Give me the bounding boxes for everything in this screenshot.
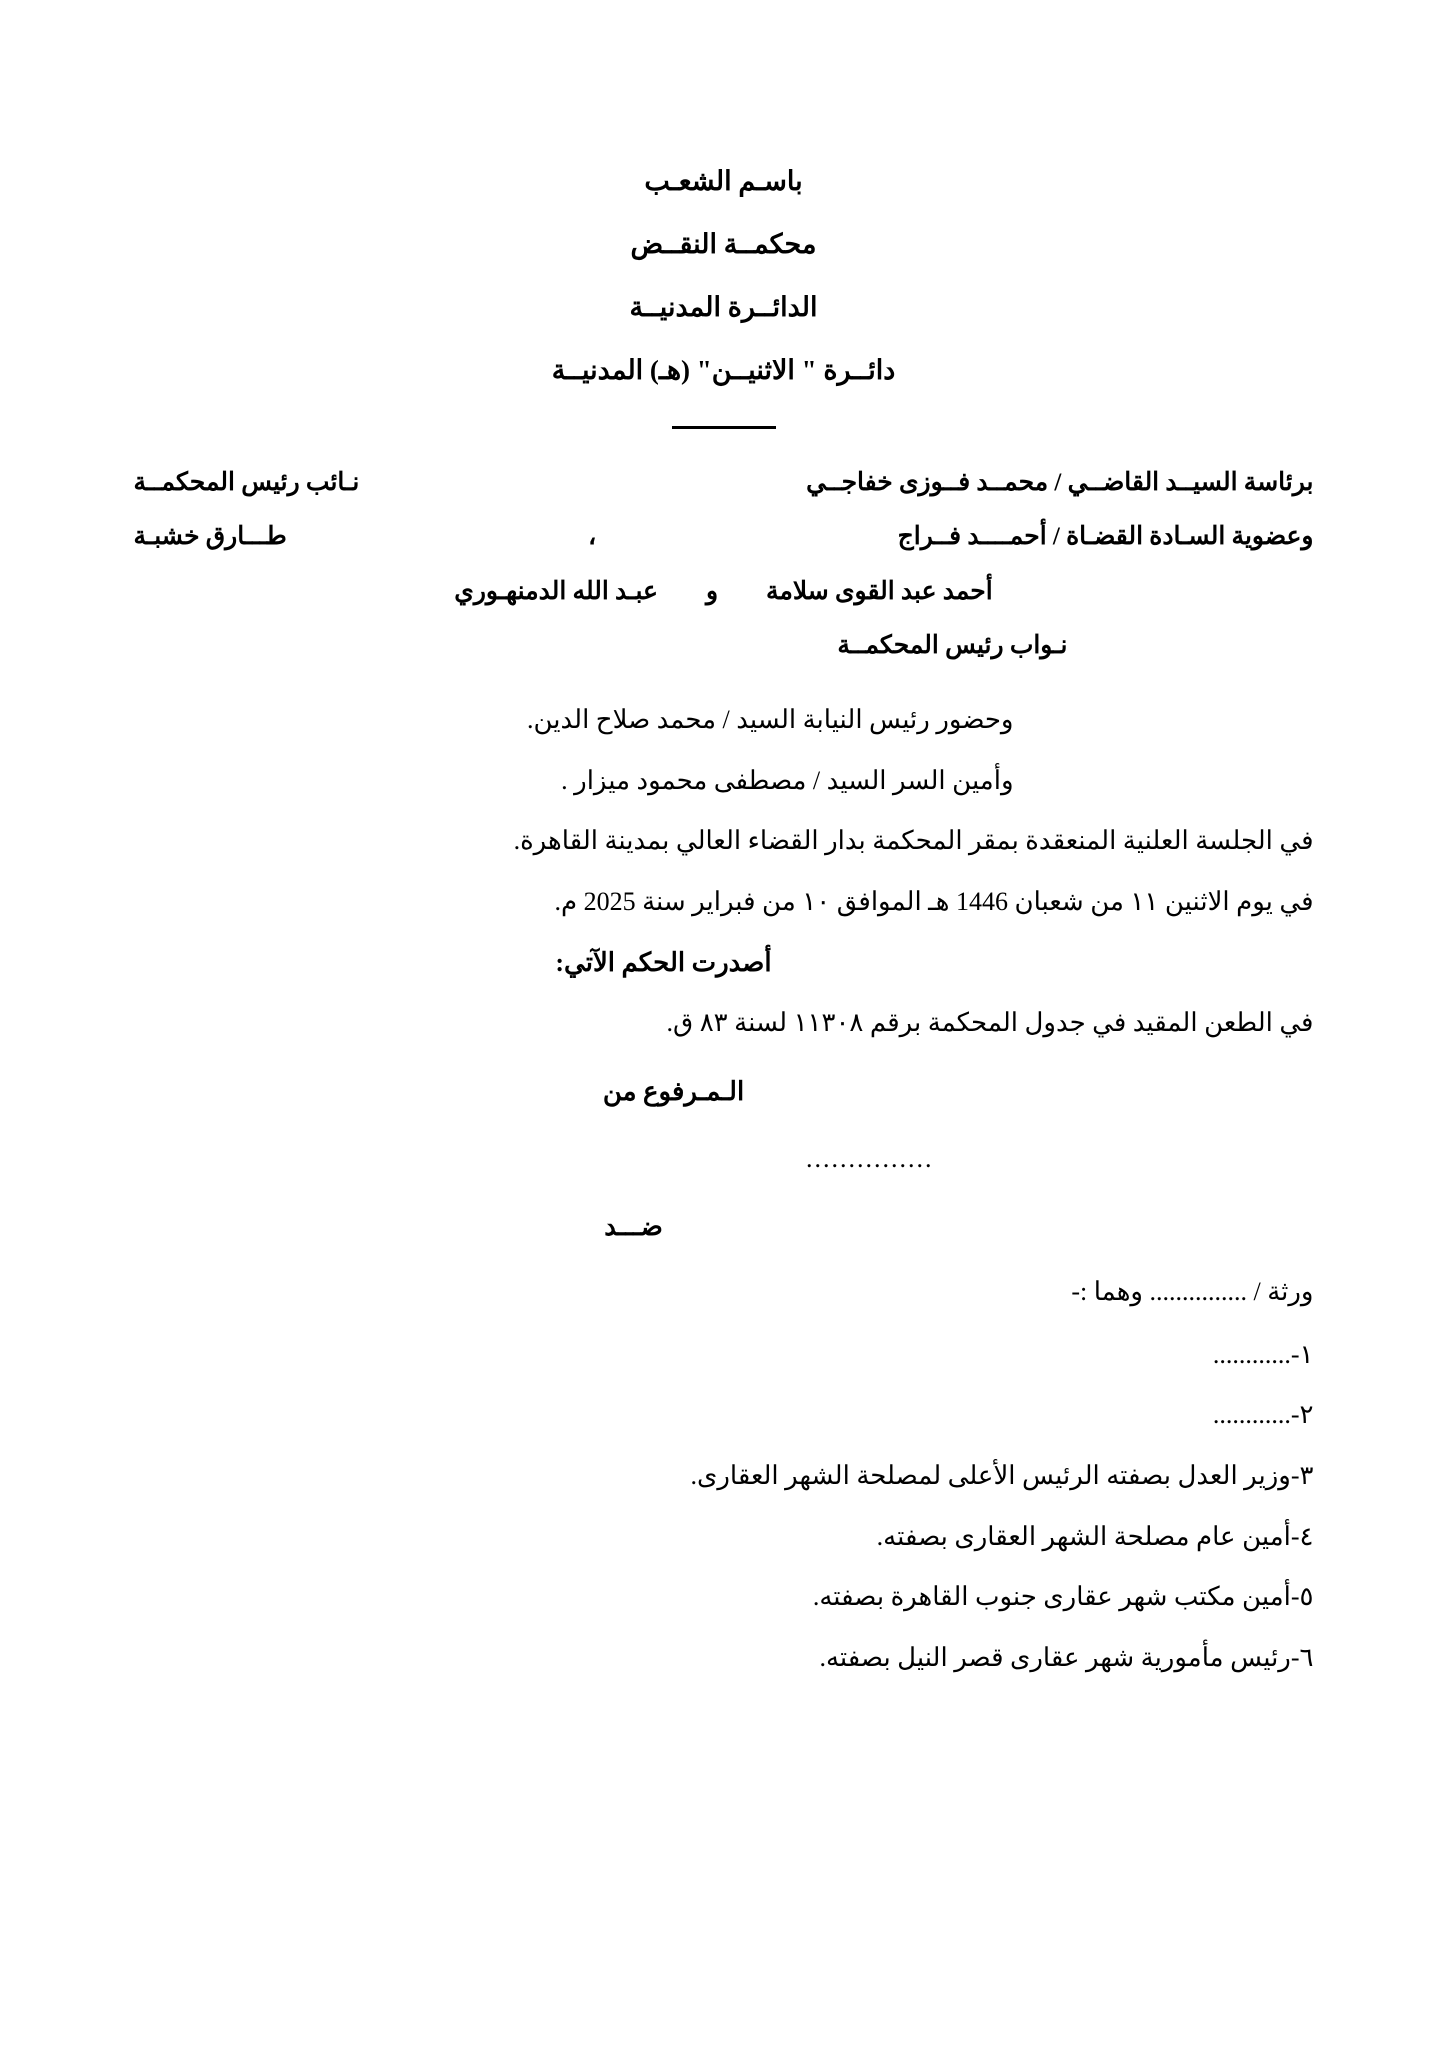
- panel-row-additional-judges: [134, 579, 1314, 605]
- member-judges-lead: وعضوية السـادة القضـاة / أحمــــد فــراج: [897, 523, 1314, 551]
- raised-by-label: الـمـرفوع من: [602, 1077, 745, 1107]
- verdict-heading: أصدرت الحكم الآتي:: [555, 947, 772, 977]
- respondent-1-number: ١-: [1290, 1339, 1314, 1369]
- appellant-placeholder-row: [134, 1144, 1314, 1175]
- respondent-item-1: [134, 1340, 1314, 1371]
- presiding-judge-title: نـائب رئيس المحكمــة: [133, 469, 360, 496]
- judge-ahmed-abdelqawy-salama: أحمد عبد القوى سلامة: [766, 577, 993, 605]
- judges-panel: [134, 470, 1314, 659]
- session-location: في الجلسة العلنية المنعقدة بمقر المحكمة بدار القضاء العالي بمدينة القاهرة.: [513, 826, 1314, 856]
- horizontal-rule-divider: [672, 426, 776, 429]
- respondent-6-number: ٦-: [1290, 1643, 1314, 1673]
- respondent-item-4: [134, 1522, 1314, 1553]
- respondents-intro: ورثة / ............... وهما :-: [1071, 1277, 1314, 1307]
- respondent-4-text: أمين عام مصلحة الشهر العقارى بصفته.: [876, 1521, 1291, 1551]
- header-line-monday-circuit: دائــرة " الاثنيــن" (هـ) المدنيــة: [551, 355, 896, 385]
- respondent-4-number: ٤-: [1290, 1521, 1314, 1551]
- case-reference-number: في الطعن المقيد في جدول المحكمة برقم ١١٣٠٨ لسنة ٨٣ ق.: [666, 1008, 1314, 1038]
- panel-row-deputy-title: [134, 633, 1314, 659]
- document-header: [0, 168, 1447, 384]
- presiding-judge-name: برئاسة السيــد القاضــي / محمــد فــوزى خفاجــي: [806, 469, 1314, 496]
- respondent-item-6: [134, 1643, 1314, 1674]
- respondent-3-text: وزير العدل بصفته الرئيس الأعلى لمصلحة الشهر العقارى.: [690, 1461, 1291, 1491]
- secretary-attendance: وأمين السر السيد / مصطفى محمود ميزار .: [561, 765, 1014, 795]
- respondent-5-text: أمين مكتب شهر عقارى جنوب القاهرة بصفته.: [812, 1582, 1291, 1612]
- panel-row-presiding-judge: [134, 470, 1314, 496]
- respondent-item-5: [134, 1582, 1314, 1613]
- panel-row-member-judges: [134, 524, 1314, 550]
- document-body: [134, 705, 1314, 1674]
- respondent-2-text: ............: [1212, 1400, 1291, 1430]
- respondent-item-2: [134, 1400, 1314, 1431]
- appellant-placeholder: ...............: [806, 1143, 934, 1173]
- member-judges-separator: ،: [588, 523, 597, 551]
- respondent-5-number: ٥-: [1290, 1582, 1314, 1612]
- header-line-in-name-of-people: باسـم الشعـب: [644, 166, 803, 196]
- deputy-court-presidents-label: نـواب رئيس المحكمــة: [837, 631, 1068, 659]
- respondent-3-number: ٣-: [1290, 1461, 1314, 1491]
- against-label: ضـــد: [604, 1212, 663, 1242]
- respondent-2-number: ٢-: [1290, 1400, 1314, 1430]
- respondent-1-text: ............: [1212, 1339, 1291, 1369]
- session-date: في يوم الاثنين ١١ من شعبان 1446 هـ الموافق ١٠ من فبراير سنة 2025 م.: [554, 887, 1314, 917]
- header-line-civil-chamber: الدائــرة المدنيــة: [629, 292, 818, 322]
- respondent-6-text: رئيس مأمورية شهر عقارى قصر النيل بصفته.: [819, 1643, 1291, 1673]
- header-divider-wrap: [0, 418, 1447, 436]
- respondent-item-3: [134, 1461, 1314, 1492]
- judge-abdullah-el-damanhoury: عبـد الله الدمنهـوري: [454, 577, 658, 605]
- prosecution-attendance: وحضور رئيس النيابة السيد / محمد صلاح الدين.: [526, 705, 1014, 734]
- judges-conjunction: و: [705, 577, 719, 605]
- header-line-court-of-cassation: محكمــة النقــض: [630, 229, 817, 259]
- member-judge-tarek-khashaba: طـــارق خشبـة: [133, 523, 287, 551]
